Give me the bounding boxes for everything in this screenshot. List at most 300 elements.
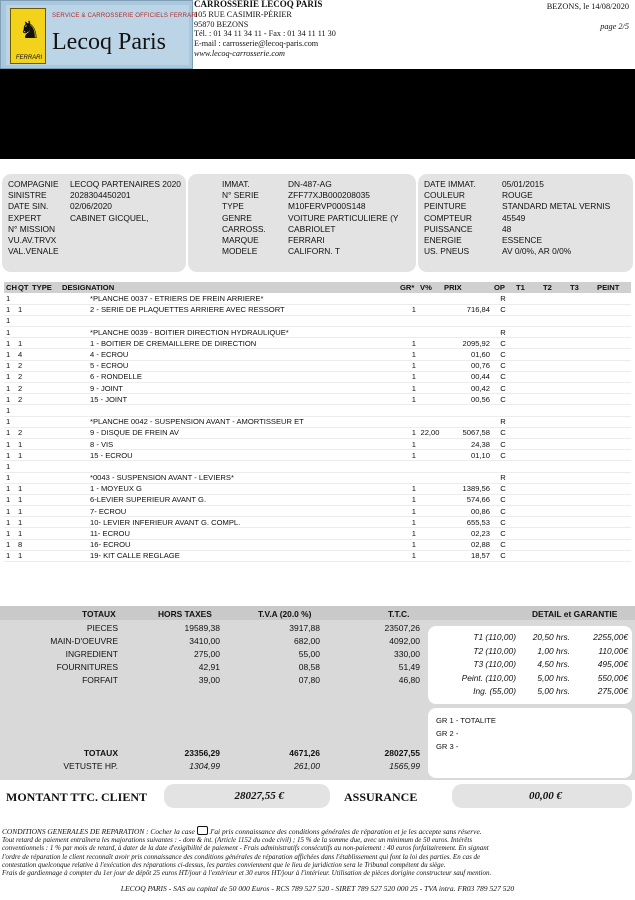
cell-empty bbox=[541, 360, 568, 371]
info-label: PUISSANCE bbox=[424, 223, 473, 234]
detail-hrs: 4,50 hrs. bbox=[537, 659, 570, 669]
totals-ttc: 330,00 bbox=[394, 649, 420, 659]
cell-gr: 1 bbox=[398, 517, 418, 528]
info-label: EXPERT bbox=[8, 212, 42, 223]
totals-table bbox=[0, 622, 425, 687]
labor-detail-box bbox=[428, 626, 632, 704]
cell-empty bbox=[30, 427, 60, 438]
cell-empty bbox=[568, 338, 595, 349]
col-t2: T2 bbox=[541, 282, 568, 293]
cell-empty bbox=[568, 517, 595, 528]
col-vpct: V% bbox=[418, 282, 442, 293]
cell-op: R bbox=[492, 327, 514, 338]
cell-ch: 1 bbox=[4, 360, 16, 371]
cell-prix: 18,57 bbox=[442, 550, 492, 561]
detail-amount: 275,00€ bbox=[597, 686, 628, 696]
cell-prix bbox=[442, 461, 492, 472]
cell-v bbox=[418, 450, 442, 461]
cell-op: C bbox=[492, 383, 514, 394]
info-label: SINISTRE bbox=[8, 190, 47, 201]
cell-gr: 1 bbox=[398, 450, 418, 461]
cell-op: C bbox=[492, 539, 514, 550]
cell-empty bbox=[568, 506, 595, 517]
totals-ttc: 51,49 bbox=[398, 662, 420, 672]
cell-v bbox=[418, 517, 442, 528]
totals-header bbox=[0, 606, 635, 620]
cell-op bbox=[492, 315, 514, 326]
cell-des: *PLANCHE 0042 - SUSPENSION AVANT - AMORTISSEUR ET bbox=[60, 416, 398, 427]
montant-value: 28027,55 € bbox=[234, 790, 284, 802]
cell-des: 6 - RONDELLE bbox=[60, 371, 398, 382]
date-line: BEZONS, le 14/08/2020 bbox=[546, 2, 629, 11]
cell-gr: 1 bbox=[398, 394, 418, 405]
info-label: PEINTURE bbox=[424, 201, 467, 212]
cell-empty bbox=[541, 327, 568, 338]
cell-ch: 1 bbox=[4, 438, 16, 449]
detail-label: T2 (110,00) bbox=[473, 645, 516, 656]
cell-des bbox=[60, 315, 398, 326]
cell-empty bbox=[541, 427, 568, 438]
cell-op: C bbox=[492, 427, 514, 438]
cell-empty bbox=[568, 416, 595, 427]
cell-op: R bbox=[492, 472, 514, 483]
cell-ch: 1 bbox=[4, 427, 16, 438]
table-row bbox=[4, 315, 631, 326]
cell-qt: 4 bbox=[16, 349, 30, 360]
assurance-value-pill bbox=[452, 784, 632, 808]
totals-ht: 42,91 bbox=[198, 662, 220, 672]
cell-qt bbox=[16, 472, 30, 483]
cell-v bbox=[418, 293, 442, 304]
cell-empty bbox=[514, 293, 541, 304]
cell-qt: 1 bbox=[16, 494, 30, 505]
vetuste-row: VETUSTE HP. 1304,99 261,00 1565,99 bbox=[63, 761, 420, 771]
cell-op: C bbox=[492, 517, 514, 528]
cell-empty bbox=[30, 461, 60, 472]
cell-empty bbox=[595, 360, 631, 371]
col-gr: GR* bbox=[398, 282, 418, 293]
info-label: MARQUE bbox=[222, 235, 259, 246]
address-line-1: 105 RUE CASIMIR-PÉRIER bbox=[194, 9, 292, 19]
cell-empty bbox=[514, 349, 541, 360]
cell-qt: 8 bbox=[16, 539, 30, 550]
cell-des: 2 - SERIE DE PLAQUETTES ARRIERE AVEC RESSORT bbox=[60, 304, 398, 315]
info-value: ROUGE bbox=[502, 190, 533, 201]
cell-gr bbox=[398, 405, 418, 416]
cell-empty bbox=[595, 483, 631, 494]
cell-v bbox=[418, 338, 442, 349]
cell-op: C bbox=[492, 360, 514, 371]
phone-fax: Tél. : 01 34 11 34 11 - Fax : 01 34 11 11 30 bbox=[194, 29, 336, 39]
cell-empty bbox=[541, 394, 568, 405]
cell-op: C bbox=[492, 483, 514, 494]
totals-ht: 275,00 bbox=[194, 649, 220, 659]
info-label: MODELE bbox=[222, 246, 258, 257]
cell-empty bbox=[514, 394, 541, 405]
cell-gr: 1 bbox=[398, 550, 418, 561]
cell-prix: 5067,58 bbox=[442, 427, 492, 438]
info-value: STANDARD METAL VERNIS bbox=[502, 201, 611, 212]
vehicle-info-box bbox=[188, 174, 416, 272]
cell-gr: 1 bbox=[398, 360, 418, 371]
claim-info-box bbox=[2, 174, 186, 272]
company-name: CARROSSERIE LECOQ PARIS bbox=[194, 0, 323, 9]
labor-detail-row bbox=[434, 645, 628, 659]
cell-empty bbox=[541, 483, 568, 494]
cell-empty bbox=[514, 450, 541, 461]
labor-detail-row bbox=[434, 672, 628, 686]
cell-gr: 1 bbox=[398, 483, 418, 494]
cell-v: 22,00 bbox=[418, 427, 442, 438]
cell-empty bbox=[30, 405, 60, 416]
cell-empty bbox=[541, 528, 568, 539]
cell-gr: 1 bbox=[398, 506, 418, 517]
cell-v bbox=[418, 360, 442, 371]
cell-des: 8 - VIS bbox=[60, 438, 398, 449]
info-label: N° SERIE bbox=[222, 190, 259, 201]
totals-label: PIECES bbox=[86, 623, 118, 633]
cell-op: C bbox=[492, 438, 514, 449]
cell-ch: 1 bbox=[4, 327, 16, 338]
cell-qt bbox=[16, 293, 30, 304]
cell-qt: 1 bbox=[16, 483, 30, 494]
cell-empty bbox=[568, 394, 595, 405]
table-row bbox=[4, 327, 631, 338]
table-row bbox=[4, 517, 631, 528]
cell-ch: 1 bbox=[4, 517, 16, 528]
cell-ch: 1 bbox=[4, 506, 16, 517]
totals-ht: 19589,38 bbox=[184, 623, 220, 633]
detail-hrs: 1,00 hrs. bbox=[537, 645, 570, 656]
cell-gr: 1 bbox=[398, 304, 418, 315]
info-label: COMPTEUR bbox=[424, 212, 472, 223]
info-label: CARROSS. bbox=[222, 223, 266, 234]
cell-gr bbox=[398, 461, 418, 472]
cell-qt bbox=[16, 405, 30, 416]
cell-op: C bbox=[492, 494, 514, 505]
table-row bbox=[4, 371, 631, 382]
cell-empty bbox=[568, 528, 595, 539]
cell-gr: 1 bbox=[398, 438, 418, 449]
totals-ttc: 23507,26 bbox=[384, 623, 420, 633]
cell-empty bbox=[541, 371, 568, 382]
cell-empty bbox=[568, 327, 595, 338]
col-t3: T3 bbox=[568, 282, 595, 293]
detail-amount: 495,00€ bbox=[597, 659, 628, 669]
cell-prix: 655,53 bbox=[442, 517, 492, 528]
cell-ch: 1 bbox=[4, 338, 16, 349]
cell-ch: 1 bbox=[4, 304, 16, 315]
cell-qt bbox=[16, 327, 30, 338]
info-value: FERRARI bbox=[288, 235, 325, 246]
cell-prix: 02,88 bbox=[442, 539, 492, 550]
cell-empty bbox=[30, 472, 60, 483]
cell-ch: 1 bbox=[4, 349, 16, 360]
info-value: 05/01/2015 bbox=[502, 179, 544, 189]
cell-empty bbox=[30, 360, 60, 371]
cell-v bbox=[418, 371, 442, 382]
cell-empty bbox=[541, 416, 568, 427]
info-value: CABINET GICQUEL, bbox=[70, 212, 149, 223]
cell-qt: 1 bbox=[16, 438, 30, 449]
cell-empty bbox=[595, 494, 631, 505]
cell-empty bbox=[514, 338, 541, 349]
cell-empty bbox=[541, 539, 568, 550]
cell-op bbox=[492, 461, 514, 472]
cell-prix: 01,10 bbox=[442, 450, 492, 461]
cell-qt: 1 bbox=[16, 550, 30, 561]
table-row bbox=[4, 539, 631, 550]
col-qt: QT bbox=[18, 283, 29, 292]
cell-empty bbox=[514, 550, 541, 561]
totals-tva: 682,00 bbox=[294, 636, 320, 646]
cell-empty bbox=[514, 416, 541, 427]
cell-des: 1 - BOITIER DE CREMAILLERE DE DIRECTION bbox=[60, 338, 398, 349]
guarantee-box bbox=[428, 708, 632, 778]
vehicle-details-box bbox=[418, 174, 633, 272]
conditions-text: CONDITIONS GENERALES DE REPARATION : Cocher la case J'ai pris connaissance des conditions générales de réparation et je les accepte sans réserve. Tout retard de paiement entraînera les majorations suivantes : - dom & int. (Article 1152 du code civil) ; 15 % de la somme due, avec un minimum de 50 euros. Intérêts conventionnels : 1 % par mois de retard, à dater de la date d'exigibilité de paiement - Frais administratifs consécutifs au non-paiement : 40 euros forfaitairement. En signant l'ordre de réparation le client reconnaît avoir pris connaissance des conditions générales de réparation affichées dans l'établissement qui font la loi des parties. En cas de contestation quelconque relative à l'exécution des réparations ci-dessus, les parties conviennent que le lieu de juridiction sera le Tribunal compétent du siège. Frais de gardiennage à compter du 1er jour de dépôt 25 euros HT/jour à l'extérieur et 30 euros HT/jour à l'intérieur. Utilisation de pièces dorigine constructeur sauf mention. bbox=[2, 826, 632, 877]
cell-prix bbox=[442, 327, 492, 338]
cell-empty bbox=[595, 338, 631, 349]
cell-gr: 1 bbox=[398, 528, 418, 539]
detail-label: Peint. (110,00) bbox=[461, 672, 516, 683]
info-label: ENERGIE bbox=[424, 235, 462, 246]
cell-empty bbox=[595, 550, 631, 561]
cell-empty bbox=[541, 450, 568, 461]
cell-empty bbox=[541, 293, 568, 304]
montant-label: MONTANT TTC. CLIENT bbox=[6, 790, 148, 804]
tva-heading: T.V.A (20.0 %) bbox=[258, 609, 312, 619]
cell-prix: 2095,92 bbox=[442, 338, 492, 349]
cell-prix: 574,66 bbox=[442, 494, 492, 505]
ferrari-badge-icon: ♞ FERRARI bbox=[10, 8, 46, 64]
assurance-value: 00,00 € bbox=[529, 790, 562, 802]
totals-label: INGREDIENT bbox=[65, 649, 118, 659]
guarantee-line: GR 2 - bbox=[436, 729, 459, 738]
cell-qt: 2 bbox=[16, 360, 30, 371]
accept-checkbox[interactable] bbox=[197, 826, 208, 835]
cell-empty bbox=[30, 371, 60, 382]
cell-empty bbox=[568, 360, 595, 371]
table-row bbox=[4, 550, 631, 561]
cell-empty bbox=[541, 338, 568, 349]
totals-tva: 07,80 bbox=[298, 675, 320, 685]
cell-empty bbox=[30, 416, 60, 427]
cell-ch: 1 bbox=[4, 483, 16, 494]
cell-empty bbox=[514, 539, 541, 550]
cell-empty bbox=[514, 494, 541, 505]
cell-ch: 1 bbox=[4, 539, 16, 550]
cell-empty bbox=[30, 483, 60, 494]
table-row bbox=[4, 427, 631, 438]
cell-gr bbox=[398, 293, 418, 304]
cell-des: 16- ECROU bbox=[60, 539, 398, 550]
info-value: 45549 bbox=[502, 212, 526, 223]
cell-empty bbox=[30, 383, 60, 394]
info-label: US. PNEUS bbox=[424, 246, 470, 257]
cell-des bbox=[60, 461, 398, 472]
table-row bbox=[4, 450, 631, 461]
table-row bbox=[4, 494, 631, 505]
cell-gr: 1 bbox=[398, 539, 418, 550]
cell-empty bbox=[514, 371, 541, 382]
cell-prix: 01,60 bbox=[442, 349, 492, 360]
cell-v bbox=[418, 506, 442, 517]
cell-v bbox=[418, 438, 442, 449]
cell-gr: 1 bbox=[398, 338, 418, 349]
cell-empty bbox=[541, 315, 568, 326]
montant-row bbox=[0, 782, 635, 810]
detail-hrs: 20,50 hrs. bbox=[532, 632, 570, 642]
cell-empty bbox=[595, 327, 631, 338]
totals-row bbox=[0, 661, 425, 674]
cell-des bbox=[60, 405, 398, 416]
cell-empty bbox=[595, 304, 631, 315]
cell-op: C bbox=[492, 528, 514, 539]
cell-v bbox=[418, 494, 442, 505]
cell-empty bbox=[568, 483, 595, 494]
cell-des: *PLANCHE 0039 - BOITIER DIRECTION HYDRAULIQUE* bbox=[60, 327, 398, 338]
totals-ttc: 4092,00 bbox=[389, 636, 420, 646]
col-peint: PEINT bbox=[595, 282, 631, 293]
info-label: TYPE bbox=[222, 201, 244, 212]
cell-ch: 1 bbox=[4, 450, 16, 461]
cell-empty bbox=[514, 472, 541, 483]
cell-empty bbox=[514, 438, 541, 449]
cell-empty bbox=[595, 438, 631, 449]
cell-ch: 1 bbox=[4, 528, 16, 539]
cell-op: C bbox=[492, 450, 514, 461]
guarantee-line: GR 1 - TOTALITE bbox=[436, 716, 496, 725]
table-row bbox=[4, 416, 631, 427]
cell-qt: 1 bbox=[16, 506, 30, 517]
cell-des: 11- ECROU bbox=[60, 528, 398, 539]
cell-empty bbox=[514, 360, 541, 371]
cell-v bbox=[418, 461, 442, 472]
detail-amount: 110,00€ bbox=[598, 645, 628, 656]
cell-empty bbox=[595, 371, 631, 382]
company-logo bbox=[0, 0, 198, 69]
cell-empty bbox=[595, 539, 631, 550]
cell-op: C bbox=[492, 550, 514, 561]
cell-qt bbox=[16, 315, 30, 326]
totals-ht: 39,00 bbox=[198, 675, 220, 685]
cell-v bbox=[418, 315, 442, 326]
cell-v bbox=[418, 383, 442, 394]
cell-empty bbox=[541, 494, 568, 505]
detail-label: T1 (110,00) bbox=[473, 632, 516, 642]
cell-des: 1 - MOYEUX G bbox=[60, 483, 398, 494]
cell-ch: 1 bbox=[4, 371, 16, 382]
info-value: M10FERVP000S148 bbox=[288, 201, 366, 212]
cell-empty bbox=[514, 506, 541, 517]
cell-op: C bbox=[492, 338, 514, 349]
conditions-lead-line: CONDITIONS GENERALES DE REPARATION : Cocher la case J'ai pris connaissance des conditions générales de réparation et je les accepte sans réserve. bbox=[2, 827, 482, 836]
company-address-block bbox=[194, 0, 454, 59]
cell-gr: 1 bbox=[398, 349, 418, 360]
cell-des: 6-LEVIER SUPERIEUR AVANT G. bbox=[60, 494, 398, 505]
totals-ttc: 46,80 bbox=[398, 675, 420, 685]
cell-ch: 1 bbox=[4, 293, 16, 304]
cell-qt bbox=[16, 461, 30, 472]
totals-tva: 3917,88 bbox=[289, 623, 320, 633]
cell-empty bbox=[595, 349, 631, 360]
cell-des: 15 - JOINT bbox=[60, 394, 398, 405]
cell-prix: 716,84 bbox=[442, 304, 492, 315]
cell-des: 4 - ECROU bbox=[60, 349, 398, 360]
cell-v bbox=[418, 550, 442, 561]
cell-gr bbox=[398, 416, 418, 427]
info-value bbox=[70, 246, 188, 257]
cell-empty bbox=[595, 506, 631, 517]
cell-empty bbox=[595, 472, 631, 483]
info-value: VOITURE PARTICULIERE (Y bbox=[288, 212, 399, 223]
cell-prix bbox=[442, 472, 492, 483]
labor-detail-row bbox=[434, 631, 628, 645]
detail-label: T3 (110,00) bbox=[473, 659, 516, 669]
detail-hrs: 5,00 hrs. bbox=[537, 672, 570, 683]
cell-qt: 2 bbox=[16, 383, 30, 394]
info-label: COMPAGNIE bbox=[8, 179, 59, 189]
cell-empty bbox=[595, 427, 631, 438]
cell-empty bbox=[541, 550, 568, 561]
cell-empty bbox=[30, 438, 60, 449]
table-row bbox=[4, 483, 631, 494]
cell-des: 15 - ECROU bbox=[60, 450, 398, 461]
cell-empty bbox=[30, 550, 60, 561]
cell-empty bbox=[595, 517, 631, 528]
info-label: N° MISSION bbox=[8, 223, 56, 234]
totals-row bbox=[0, 635, 425, 648]
totals-row bbox=[0, 674, 425, 687]
info-value: AV 0/0%, AR 0/0% bbox=[502, 246, 572, 257]
totals-row bbox=[0, 622, 425, 635]
cell-op: R bbox=[492, 416, 514, 427]
redacted-block bbox=[0, 69, 635, 159]
cell-empty bbox=[568, 550, 595, 561]
info-value: CABRIOLET bbox=[288, 223, 336, 234]
info-value: 02/06/2020 bbox=[70, 201, 112, 212]
cell-des: 7- ECROU bbox=[60, 506, 398, 517]
cell-v bbox=[418, 394, 442, 405]
cell-empty bbox=[514, 528, 541, 539]
cell-des: 9 - JOINT bbox=[60, 383, 398, 394]
table-row bbox=[4, 349, 631, 360]
cell-op: C bbox=[492, 394, 514, 405]
info-label: VAL.VENALE bbox=[8, 246, 59, 257]
cell-op: R bbox=[492, 293, 514, 304]
cell-op: C bbox=[492, 304, 514, 315]
cell-empty bbox=[595, 416, 631, 427]
cell-op: C bbox=[492, 349, 514, 360]
cell-ch: 1 bbox=[4, 405, 16, 416]
detail-amount: 2255,00€ bbox=[593, 632, 628, 642]
cell-empty bbox=[541, 506, 568, 517]
cell-empty bbox=[30, 327, 60, 338]
table-row bbox=[4, 383, 631, 394]
cell-ch: 1 bbox=[4, 494, 16, 505]
totaux-row: TOTAUX 23356,29 4671,26 28027,55 bbox=[83, 748, 420, 758]
cell-empty bbox=[568, 293, 595, 304]
cell-prix bbox=[442, 293, 492, 304]
totaux-heading: TOTAUX bbox=[82, 609, 116, 619]
info-label: GENRE bbox=[222, 212, 252, 223]
cell-empty bbox=[30, 517, 60, 528]
cell-qt: 2 bbox=[16, 427, 30, 438]
cell-v bbox=[418, 528, 442, 539]
cell-qt: 2 bbox=[16, 394, 30, 405]
detail-amount: 550,00€ bbox=[597, 672, 628, 683]
